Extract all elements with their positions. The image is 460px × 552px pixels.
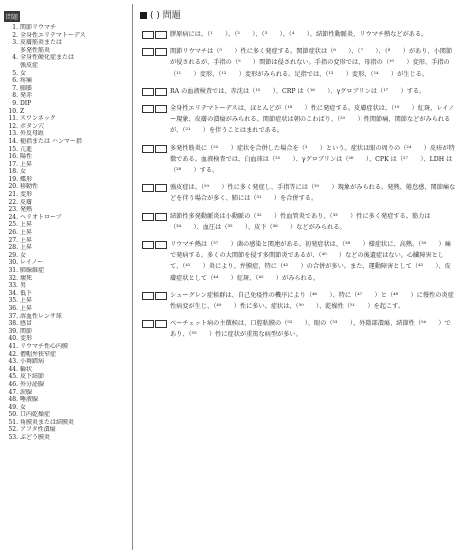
answer-number: 27. xyxy=(8,236,18,244)
answer-item xyxy=(4,237,132,245)
answer-text: 肺線維症 xyxy=(20,267,45,274)
answer-text: 皮下結節 xyxy=(20,373,45,381)
answer-number: 33. xyxy=(8,282,18,290)
answer-item xyxy=(4,168,132,176)
answer-item xyxy=(4,39,132,47)
answer-item xyxy=(4,351,132,359)
answer-item xyxy=(4,77,132,85)
checkbox[interactable] xyxy=(142,320,154,328)
answer-item xyxy=(4,229,132,237)
checkbox[interactable] xyxy=(155,31,167,39)
check-boxes xyxy=(142,31,168,43)
answer-text: 男 xyxy=(20,282,27,290)
answer-text: 角膜炎または結膜炎 xyxy=(20,418,75,426)
answer-number: 21. xyxy=(8,191,18,199)
answer-number: 40. xyxy=(8,335,18,343)
answer-number: 47. xyxy=(8,388,18,396)
answer-text: 低下 xyxy=(20,289,33,297)
answer-text: アフタ性潰瘍 xyxy=(20,426,56,434)
answer-text: 壊死 xyxy=(20,274,33,282)
answer-text: 上昇 xyxy=(20,297,33,305)
answer-item xyxy=(4,282,132,290)
answer-number: 5. xyxy=(12,69,18,77)
answer-number: 23. xyxy=(8,206,18,214)
answer-number: 29. xyxy=(8,251,18,259)
check-boxes xyxy=(142,105,168,117)
answer-number: 6. xyxy=(12,77,18,85)
check-boxes xyxy=(142,184,168,196)
question-text: RA の血液検査では、赤沈は（¹⁵ ）、CRP は（¹⁶ ）、γグロブリンは（¹⁷ ）する。 xyxy=(170,87,426,95)
checkbox[interactable] xyxy=(142,241,154,249)
answer-number: 52. xyxy=(8,426,18,434)
answer-text: 上昇 xyxy=(20,229,33,237)
answer-item xyxy=(4,108,132,116)
answer-item xyxy=(4,183,132,191)
answer-number: 32. xyxy=(8,274,18,282)
question-block xyxy=(140,46,456,80)
answer-text: 上昇 xyxy=(20,221,33,229)
answer-number: 34. xyxy=(8,289,18,297)
answer-item xyxy=(4,244,132,252)
answer-number: 9. xyxy=(12,99,18,107)
answer-item xyxy=(4,411,132,419)
answer-item xyxy=(4,24,132,32)
answer-number: 4. xyxy=(12,54,18,62)
answer-text: 上昇 xyxy=(20,160,33,168)
answer-item xyxy=(4,214,132,222)
answer-text: 外分泌腺 xyxy=(20,380,45,388)
question-block xyxy=(140,318,456,340)
checkbox[interactable] xyxy=(155,320,167,328)
answer-number: 46. xyxy=(8,380,18,388)
answer-item xyxy=(4,305,132,313)
answer-text: 皮膚筋炎または xyxy=(20,39,63,47)
answer-item xyxy=(4,313,132,321)
answer-number: 12. xyxy=(8,122,18,130)
answer-item xyxy=(4,32,132,40)
section-title: ( ) 問題 xyxy=(140,8,456,21)
answer-number: 42. xyxy=(8,350,18,358)
question-text: 関節リウマチは（⁵ ）性に多く発症する。関節症状は（⁶ ）、（⁷ ）、（⁸ ）があり、小関節が侵されるが、手指の（⁹ ）関節は侵されない。手指の変形では、母指の（¹⁰ ）変形、手指の（¹¹ ）変形、（¹² ）変形がみられる。足指では、（¹³ ）変形、（¹⁴ ）が生じる。 xyxy=(170,48,453,78)
answer-item xyxy=(4,70,132,78)
answer-item xyxy=(4,54,132,62)
answer-item xyxy=(4,366,132,374)
question-block xyxy=(140,182,456,204)
answer-text: 上昇 xyxy=(20,304,33,312)
check-boxes xyxy=(142,88,168,100)
answer-item xyxy=(4,434,132,442)
answer-item xyxy=(4,146,132,154)
answer-text: 陽性 xyxy=(20,153,33,161)
answer-item xyxy=(4,62,132,70)
answer-text: 発熱 xyxy=(20,206,33,214)
answer-text: 女 xyxy=(20,69,27,77)
answer-item xyxy=(4,259,132,267)
answer-text: 僧帽弁狭窄症 xyxy=(20,350,57,358)
answer-number: 18. xyxy=(8,168,18,176)
answer-number: 37. xyxy=(8,312,18,320)
answer-item xyxy=(4,358,132,366)
check-boxes xyxy=(142,292,168,304)
answer-number: 17. xyxy=(8,160,18,168)
answer-number: 36. xyxy=(8,304,18,312)
answer-number: 22. xyxy=(8,198,18,206)
answer-item xyxy=(4,320,132,328)
answer-number: 50. xyxy=(8,411,18,419)
square-bullet-icon xyxy=(140,12,147,19)
answer-item xyxy=(4,328,132,336)
question-text: リウマチ熱は（³⁷ ）菌の感染と関連がある。初発症状は、（³⁸ ）様症状に、高熱、（³⁹ ）痛で発病する。多くの大関節を侵す多関節炎であるが、（⁴⁰ ）などの後遺症はない。心臓障害として、（⁴¹ ）炎により、弁膜症、特に（⁴² ）の合併が多い。また、運動障害として（⁴³ ）、皮膚症状として（⁴⁴ ）紅斑、（⁴⁵ ）がみられる。 xyxy=(170,241,451,282)
answer-number: 28. xyxy=(8,244,18,252)
checkbox[interactable] xyxy=(155,213,167,221)
checkbox[interactable] xyxy=(142,105,154,113)
answer-item xyxy=(4,153,132,161)
answer-number: 39. xyxy=(8,327,18,335)
answer-text: ヘリオトロープ xyxy=(20,213,62,221)
answer-number: 13. xyxy=(8,130,18,138)
answer-text: 腫脹 xyxy=(20,84,33,92)
answer-text: ボタン穴 xyxy=(20,122,45,130)
checkbox[interactable] xyxy=(155,48,167,56)
answer-item xyxy=(4,335,132,343)
answer-item xyxy=(4,343,132,351)
checkbox[interactable] xyxy=(142,292,154,300)
answer-item xyxy=(4,191,132,199)
checkbox[interactable] xyxy=(142,145,154,153)
question-block xyxy=(140,103,456,137)
checkbox[interactable] xyxy=(142,48,154,56)
check-boxes xyxy=(142,213,168,225)
answer-item xyxy=(4,47,132,55)
answer-text: 発赤 xyxy=(20,92,33,100)
answer-number: 10. xyxy=(8,107,18,115)
answer-text: 強皮症 xyxy=(20,61,39,69)
answer-text: 涙腺 xyxy=(20,388,33,396)
answer-text: 関節 xyxy=(20,327,33,335)
question-block xyxy=(140,143,456,177)
answer-item xyxy=(4,290,132,298)
answer-text: スワンネック xyxy=(20,115,56,123)
answer-item xyxy=(4,176,132,184)
answer-number: 2. xyxy=(12,31,18,39)
checkbox[interactable] xyxy=(155,292,167,300)
checkbox[interactable] xyxy=(142,213,154,221)
answer-item xyxy=(4,267,132,275)
answer-text: 多発性筋炎 xyxy=(20,46,51,54)
answer-number: 44. xyxy=(8,365,18,373)
answer-item xyxy=(4,297,132,305)
answer-number: 26. xyxy=(8,229,18,237)
answer-number: 7. xyxy=(12,84,18,92)
answer-number: 11. xyxy=(8,115,18,123)
question-text: 結節性多発動脈炎は小動脈の（³² ）性血管炎であり、（³³ ）性に多く発症する。筋力は（³⁴ ）、血圧は（³⁵ ）、皮下（³⁶ ）などがみられる。 xyxy=(170,212,431,231)
answer-item xyxy=(4,419,132,427)
check-boxes xyxy=(142,145,168,157)
answers-header: 問題 xyxy=(4,11,20,22)
answer-text: 女 xyxy=(20,168,27,176)
answer-text: 疼痛 xyxy=(20,77,33,85)
check-boxes xyxy=(142,320,168,332)
answer-text: 全身性エリテマトーデス xyxy=(20,31,86,39)
answer-item xyxy=(4,130,132,138)
answer-text: 輪状 xyxy=(20,365,33,373)
answer-item xyxy=(4,221,132,229)
question-block xyxy=(140,86,456,97)
answer-item xyxy=(4,275,132,283)
answer-item xyxy=(4,206,132,214)
answer-text: 上昇 xyxy=(20,244,33,252)
answer-number: 53. xyxy=(8,434,18,442)
checkbox[interactable] xyxy=(155,145,167,153)
answer-text: 蝶形 xyxy=(20,175,33,183)
answer-text: 槌指または ハンマー指 xyxy=(20,137,82,145)
answer-item xyxy=(4,92,132,100)
answer-text: 変形 xyxy=(20,335,33,343)
answer-text: 溶血性レンサ球 xyxy=(20,312,62,320)
answer-text: 唾液腺 xyxy=(20,396,39,404)
question-list xyxy=(140,29,456,341)
answer-item xyxy=(4,389,132,397)
checkbox[interactable] xyxy=(155,88,167,96)
checkbox[interactable] xyxy=(155,105,167,113)
question-text: 強皮症は、（²⁹ ）性に多く発症し、手指等には（³⁰ ）現象がみられる。発熱、倦怠感、関節痛などを伴う場合が多く、肺には（³¹ ）を合併する。 xyxy=(170,184,456,203)
answer-number: 14. xyxy=(8,137,18,145)
answer-item xyxy=(4,100,132,108)
answer-item xyxy=(4,426,132,434)
answer-number: 1. xyxy=(12,24,18,31)
question-block xyxy=(140,211,456,233)
answer-number: 45. xyxy=(8,373,18,381)
answer-text: DIP xyxy=(20,99,32,107)
answer-text: リウマチ性心内膜 xyxy=(20,342,69,350)
answer-text: 亢進 xyxy=(20,145,33,153)
answer-text: ぶどう膜炎 xyxy=(20,434,51,442)
answer-number: 3. xyxy=(12,39,18,47)
answer-text: 関節リウマチ xyxy=(20,24,57,31)
answer-item xyxy=(4,85,132,93)
answer-item xyxy=(4,252,132,260)
answer-number: 48. xyxy=(8,396,18,404)
answer-number: 20. xyxy=(8,183,18,191)
answer-text: レイノー xyxy=(20,259,44,267)
question-text: 膠原病には、（¹ ）、（² ）、（³ ）、（⁴ ）、結節性動脈炎、リウマチ熱などがある。 xyxy=(170,31,428,38)
answer-text: 感冒 xyxy=(20,320,33,328)
question-block xyxy=(140,239,456,284)
answer-number: 35. xyxy=(8,297,18,305)
check-boxes xyxy=(142,48,168,60)
answer-number: 31. xyxy=(8,267,18,274)
question-block xyxy=(140,290,456,312)
answer-item xyxy=(4,138,132,146)
answer-list xyxy=(4,24,132,442)
answer-text: 外反母趾 xyxy=(20,130,45,138)
answer-item xyxy=(4,396,132,404)
answer-number: 15. xyxy=(8,145,18,153)
answer-number: 30. xyxy=(8,259,18,267)
answer-text: 変形 xyxy=(20,191,33,199)
answer-number: 19. xyxy=(8,175,18,183)
checkbox[interactable] xyxy=(142,88,154,96)
question-text: 多発性筋炎に（²² ）症状を合併した場合を（³ ）という。症状は眼の周りの（²⁴ ）皮疹が特徴である。血液検査では、白血球は（²⁵ ）、γグロブリンは（²⁶ ）、CPK は（²⁷ ）、LDH は（²⁸ ）する。 xyxy=(170,144,455,175)
answer-text: 口内乾燥症 xyxy=(20,411,51,419)
answer-item xyxy=(4,373,132,381)
question-column xyxy=(140,6,456,347)
question-block xyxy=(140,29,456,40)
answer-text: 上昇 xyxy=(20,236,33,244)
answer-number: 25. xyxy=(8,221,18,229)
answer-text: 移動性 xyxy=(20,183,39,191)
answer-number: 51. xyxy=(8,418,18,426)
answer-number: 8. xyxy=(12,92,18,100)
checkbox[interactable] xyxy=(142,31,154,39)
answer-number: 43. xyxy=(8,358,18,366)
answer-text: 女 xyxy=(20,251,27,259)
answer-item xyxy=(4,199,132,207)
answer-number: 16. xyxy=(8,153,18,161)
answer-column xyxy=(4,4,133,550)
check-boxes xyxy=(142,241,168,253)
answer-number: 41. xyxy=(8,342,18,350)
answer-item xyxy=(4,161,132,169)
answer-text: 皮膚 xyxy=(20,198,33,206)
answer-number: 38. xyxy=(8,320,18,328)
question-text: シェーグレン症候群は、自己免疫性の機序により（⁴⁶ ）、特に（⁴⁷ ）と（⁴⁸ ）に慢性の炎症性病変が生じ、（⁴⁹ ）性に多い。症状は、（⁵⁰ ）、乾燥性（⁵¹ ）を起こす。 xyxy=(170,291,454,311)
answer-item xyxy=(4,381,132,389)
answer-text: 全身性硬化症または xyxy=(20,54,75,62)
answer-text: 小舞踏病 xyxy=(20,358,45,366)
answer-number: 49. xyxy=(8,403,18,411)
checkbox[interactable] xyxy=(155,184,167,192)
question-text: 全身性エリテマトーデスは、ほとんどが（¹⁸ ）性に発症する。皮膚症状は、（¹⁹ ）紅斑、レイノー現象、皮膚の潰瘍がみられる。関節症状は朝のこわばり、（²⁰ ）性関節痛、関節などがみられるが、（²¹ ）を伴うことはまれである。 xyxy=(170,105,455,135)
answer-item xyxy=(4,115,132,123)
answer-text: Z xyxy=(20,107,25,115)
question-text: ベーチェット病の主徴候は、口腔粘膜の（⁵² ）、眼の（⁵³ ）、外陰部潰瘍、結節性（⁵⁴ ）であり、（⁵⁵ ）性に症状が重篤な病型が多い。 xyxy=(170,320,451,339)
answer-item xyxy=(4,404,132,412)
checkbox[interactable] xyxy=(155,241,167,249)
answer-item xyxy=(4,123,132,131)
answer-number: 24. xyxy=(8,213,18,221)
checkbox[interactable] xyxy=(142,184,154,192)
answer-text: 女 xyxy=(20,403,27,411)
